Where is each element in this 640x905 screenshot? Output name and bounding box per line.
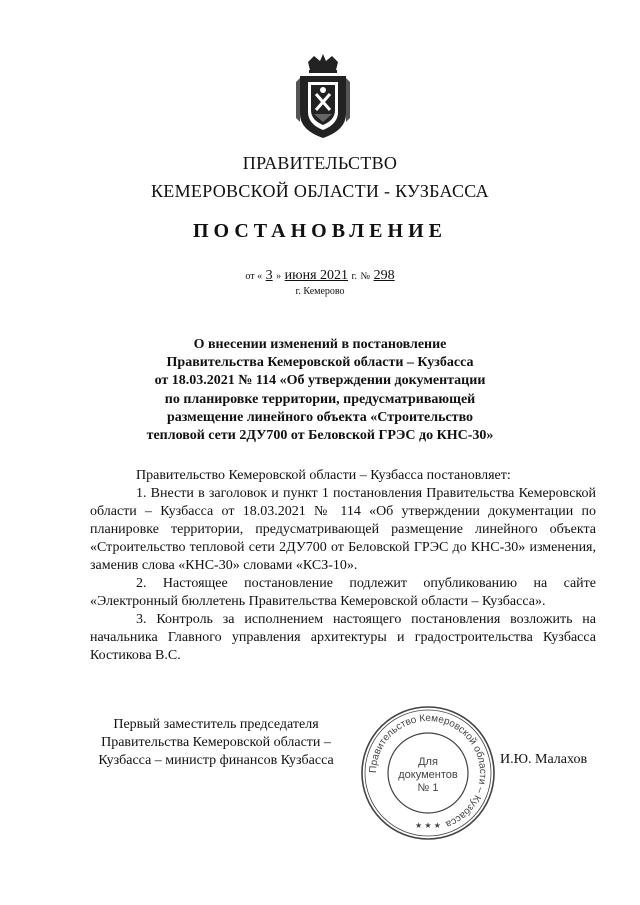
heading-line: Правительства Кемеровской области – Кузбасса [166, 355, 474, 371]
stamp-star-icon: ★ ★ ★ [415, 821, 441, 830]
signatory-name: И.Ю. Малахов [500, 752, 588, 767]
date-day: 3 [265, 268, 273, 283]
heading-line: тепловой сети 2ДУ700 от Беловской ГРЭС до КНС-30» [146, 428, 494, 444]
signatory-position [88, 716, 344, 770]
body-item-1: 1. Внести в заголовок и пункт 1 постановления Правительства Кемеровской области – Кузбасса от 18.03.2021 № 114 «Об утверждении документации по планировке территории, предусматривающей размещение линейного объекта «Строительство тепловой сети 2ДУ700 от Беловской ГРЭС до КНС-30» изменения, заменив слова «КНС-30» словами «КСЗ-10». [90, 486, 596, 573]
heading-line: от 18.03.2021 № 114 «Об утверждении документации [154, 373, 486, 389]
document-heading [100, 336, 540, 445]
coat-of-arms-emblem [294, 52, 352, 144]
position-line: Первый заместитель председателя [113, 717, 319, 732]
document-type-title: ПОСТАНОВЛЕНИЕ [193, 220, 447, 242]
heading-line: размещение линейного объекта «Строительство [166, 409, 474, 425]
position-line: Кузбасса – министр финансов Кузбасса [98, 753, 334, 768]
stamp-center-line-3: № 1 [417, 782, 439, 794]
official-stamp [358, 703, 498, 843]
date-mid: » [276, 271, 282, 282]
organization-line-1: ПРАВИТЕЛЬСТВО [242, 153, 398, 173]
date-prefix: от « [245, 271, 263, 282]
position-line: Правительства Кемеровской области – [101, 735, 331, 750]
heading-line: по планировке территории, предусматривающей [164, 391, 476, 407]
date-month-year: июня 2021 [284, 268, 349, 283]
body-intro: Правительство Кемеровской области – Кузбасса постановляет: [136, 468, 511, 483]
stamp-ring-text: Правительство Кемеровской области – Кузбасса [367, 712, 489, 830]
stamp-center-line-2: документов [398, 769, 458, 781]
city-name: г. Кемерово [295, 286, 345, 297]
organization-line-2: КЕМЕРОВСКОЙ ОБЛАСТИ - КУЗБАССА [151, 181, 489, 201]
number-sign: № [360, 271, 371, 282]
body-item-2: 2. Настоящее постановление подлежит опубликованию на сайте «Электронный бюллетень Правительства Кемеровской области – Кузбасса». [90, 576, 596, 609]
document-number: 298 [373, 268, 395, 283]
document-dateline [0, 268, 640, 284]
heading-line: О внесении изменений в постановление [193, 337, 447, 352]
stamp-center-line-1: Для [418, 756, 438, 768]
body-item-3: 3. Контроль за исполнением настоящего постановления возложить на начальника Главного управления архитектуры и градостроительства Кузбасса Костикова В.С. [90, 612, 596, 663]
document-body [90, 467, 596, 665]
date-year-suffix: г. [351, 271, 358, 282]
